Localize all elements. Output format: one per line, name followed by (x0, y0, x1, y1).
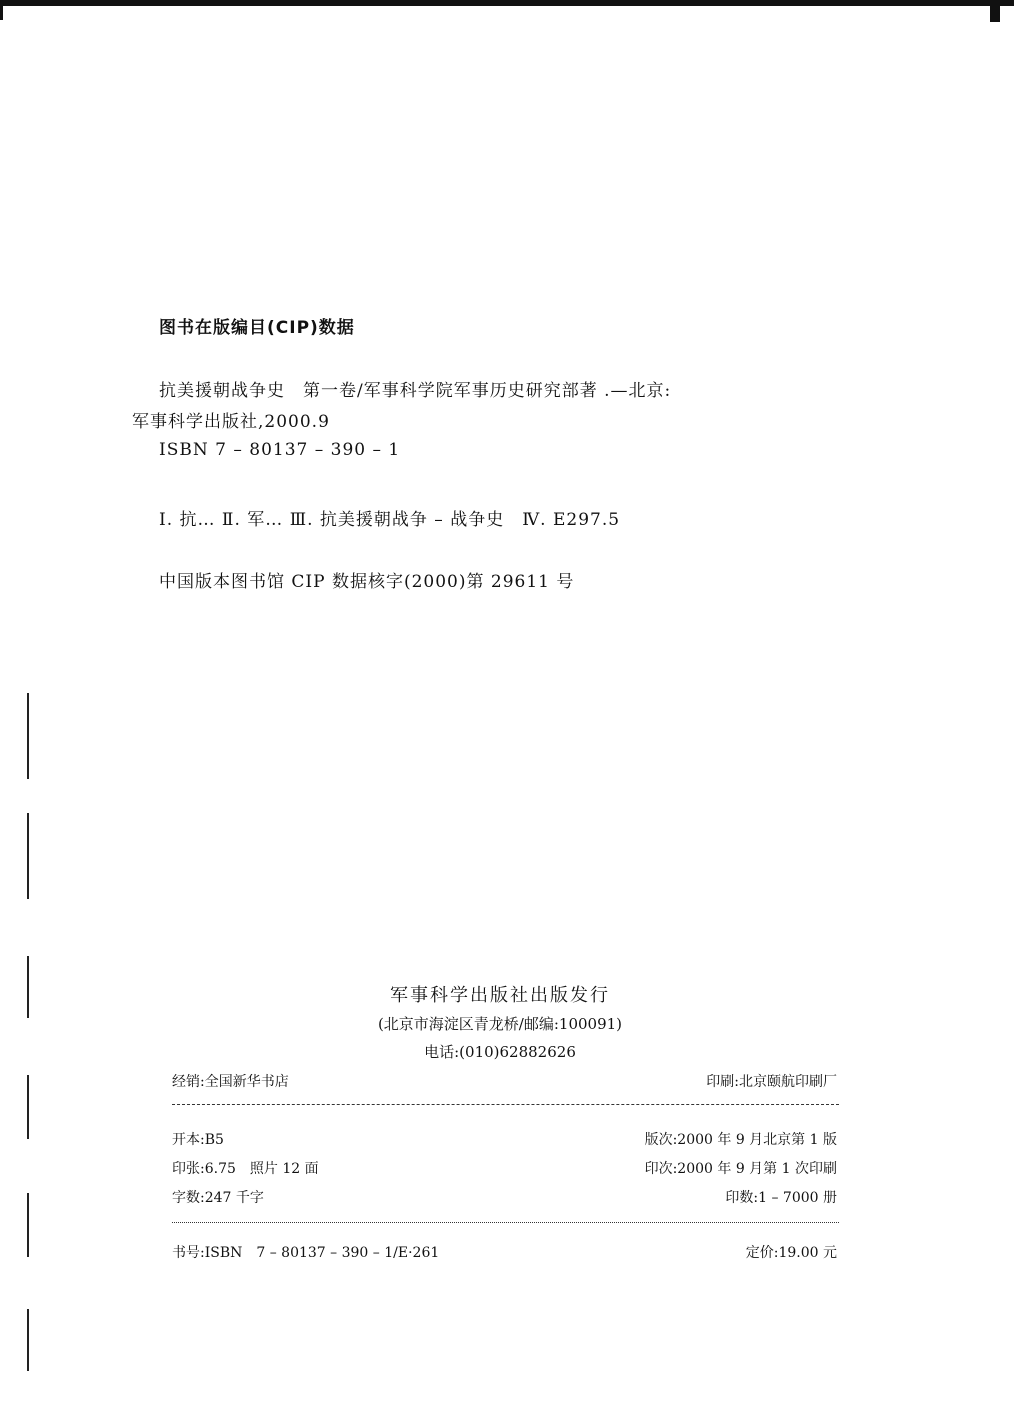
left-edge-mark (27, 1193, 29, 1257)
printer: 印刷:北京颐航印刷厂 (706, 1074, 837, 1090)
cip-classification: Ⅰ. 抗… Ⅱ. 军… Ⅲ. 抗美援朝战争 – 战争史 Ⅳ. E297.5 (159, 510, 621, 530)
word-count: 字数:247 千字 (172, 1190, 264, 1206)
left-edge-mark (27, 693, 29, 779)
cip-isbn: ISBN 7 – 80137 – 390 – 1 (159, 440, 401, 460)
left-edge-mark (27, 813, 29, 899)
publisher-phone: 电话:(010)62882626 (424, 1043, 576, 1061)
edition: 版次:2000 年 9 月北京第 1 版 (644, 1132, 837, 1148)
book-number: 书号:ISBN 7 – 80137 – 390 – 1/E·261 (172, 1245, 440, 1261)
price: 定价:19.00 元 (745, 1245, 837, 1261)
cip-verification: 中国版本图书馆 CIP 数据核字(2000)第 29611 号 (159, 572, 575, 592)
divider (172, 1222, 839, 1223)
sheets: 印张:6.75 照片 12 面 (172, 1161, 319, 1177)
distributor: 经销:全国新华书店 (172, 1074, 289, 1090)
cip-publisher-line: 军事科学出版社,2000.9 (132, 412, 330, 432)
cip-title-author-line: 抗美援朝战争史 第一卷/军事科学院军事历史研究部著 .—北京: (159, 381, 672, 401)
format: 开本:B5 (172, 1132, 224, 1148)
left-edge-mark (27, 1075, 29, 1139)
printing: 印次:2000 年 9 月第 1 次印刷 (644, 1161, 837, 1177)
divider (172, 1104, 839, 1105)
top-left-tick (0, 6, 3, 20)
publisher-name: 军事科学出版社出版发行 (390, 985, 610, 1006)
cip-heading: 图书在版编目(CIP)数据 (159, 318, 355, 338)
print-run: 印数:1 – 7000 册 (725, 1190, 837, 1206)
top-right-tick (990, 6, 1000, 22)
left-edge-mark (27, 1309, 29, 1371)
left-edge-mark (27, 956, 29, 1018)
top-border (0, 0, 1014, 6)
publisher-address: (北京市海淀区青龙桥/邮编:100091) (377, 1015, 623, 1033)
